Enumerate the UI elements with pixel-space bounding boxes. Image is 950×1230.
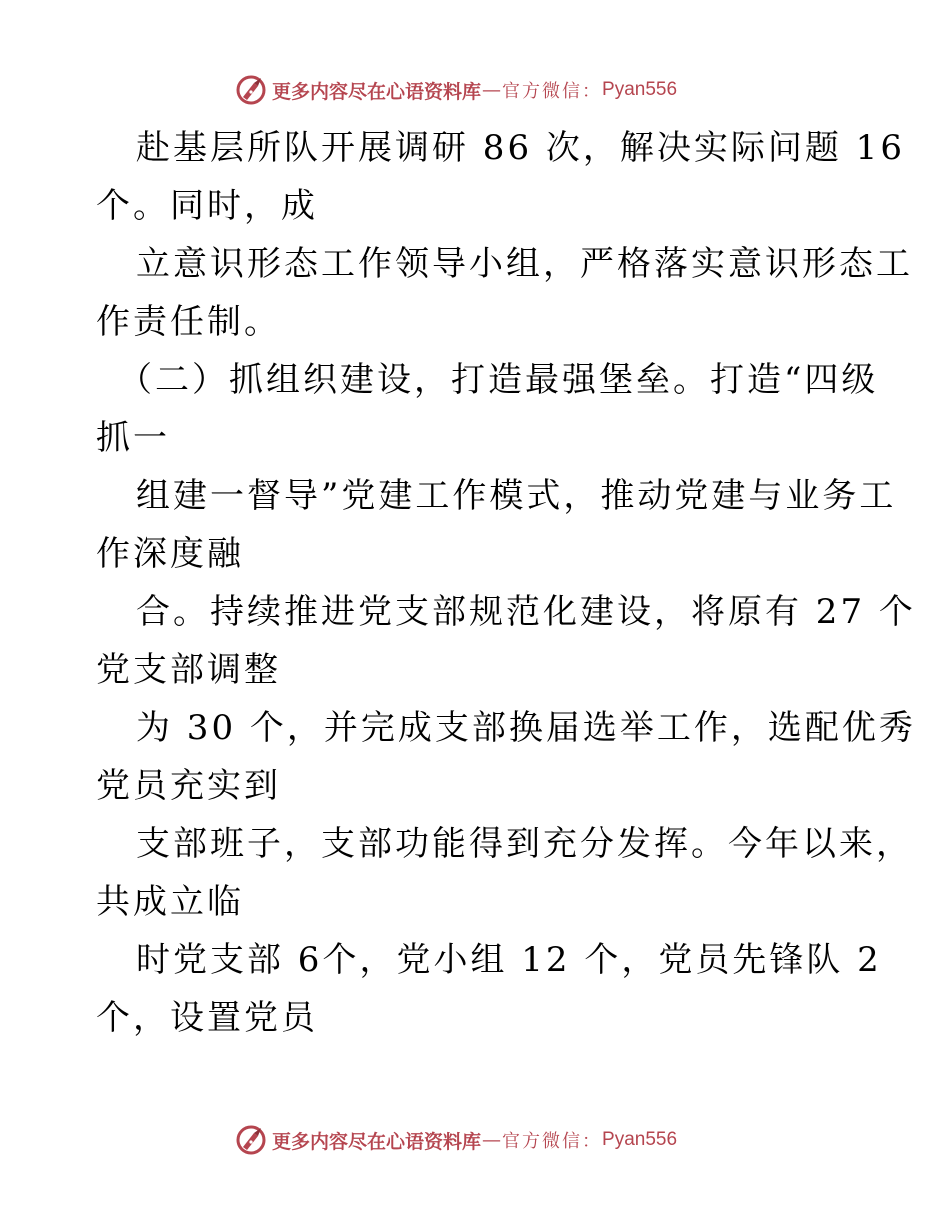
text-line: 作深度融 <box>96 534 244 574</box>
banner-slogan: 更多内容尽在心语资料库 <box>272 80 482 103</box>
text-line: 党支部调整 <box>96 650 281 690</box>
banner-dash: — <box>482 79 502 101</box>
text-line: （二）抓组织建设，打造最强堡垒。打造“四级 <box>118 360 879 400</box>
banner-slogan: 更多内容尽在心语资料库 <box>272 1130 482 1153</box>
text-line: 时党支部 6个，党小组 12 个，党员先锋队 2 <box>136 940 882 980</box>
text-line: 立意识形态工作领导小组，严格落实意识形态工 <box>136 244 913 284</box>
text-line: 作责任制。 <box>96 302 281 342</box>
footer-banner-inner <box>234 1120 677 1160</box>
banner-wechat-id: Pyan556 <box>602 79 678 100</box>
footer-banner <box>0 1120 950 1160</box>
text-line: 抓一 <box>96 418 170 458</box>
text-line: 共成立临 <box>96 882 244 922</box>
text-line: 合。持续推进党支部规范化建设，将原有 27 个 <box>136 592 916 632</box>
pen-nib-logo-icon <box>234 1123 268 1157</box>
text-line: 组建一督导”党建工作模式，推动党建与业务工 <box>136 476 897 516</box>
text-line: 为 30 个，并完成支部换届选举工作，选配优秀 <box>136 708 916 748</box>
banner-wechat-label: 官方微信： <box>502 1131 603 1152</box>
text-line: 党员充实到 <box>96 766 281 806</box>
text-line: 个。同时，成 <box>96 186 318 226</box>
banner-dash: — <box>482 1129 502 1151</box>
text-line: 支部班子，支部功能得到充分发挥。今年以来， <box>136 824 913 864</box>
banner-wechat-label: 官方微信： <box>502 81 603 102</box>
text-line: 个，设置党员 <box>96 998 318 1038</box>
text-line: 赴基层所队开展调研 86 次，解决实际问题 16 <box>136 128 905 168</box>
banner-wechat-id: Pyan556 <box>602 1129 678 1150</box>
